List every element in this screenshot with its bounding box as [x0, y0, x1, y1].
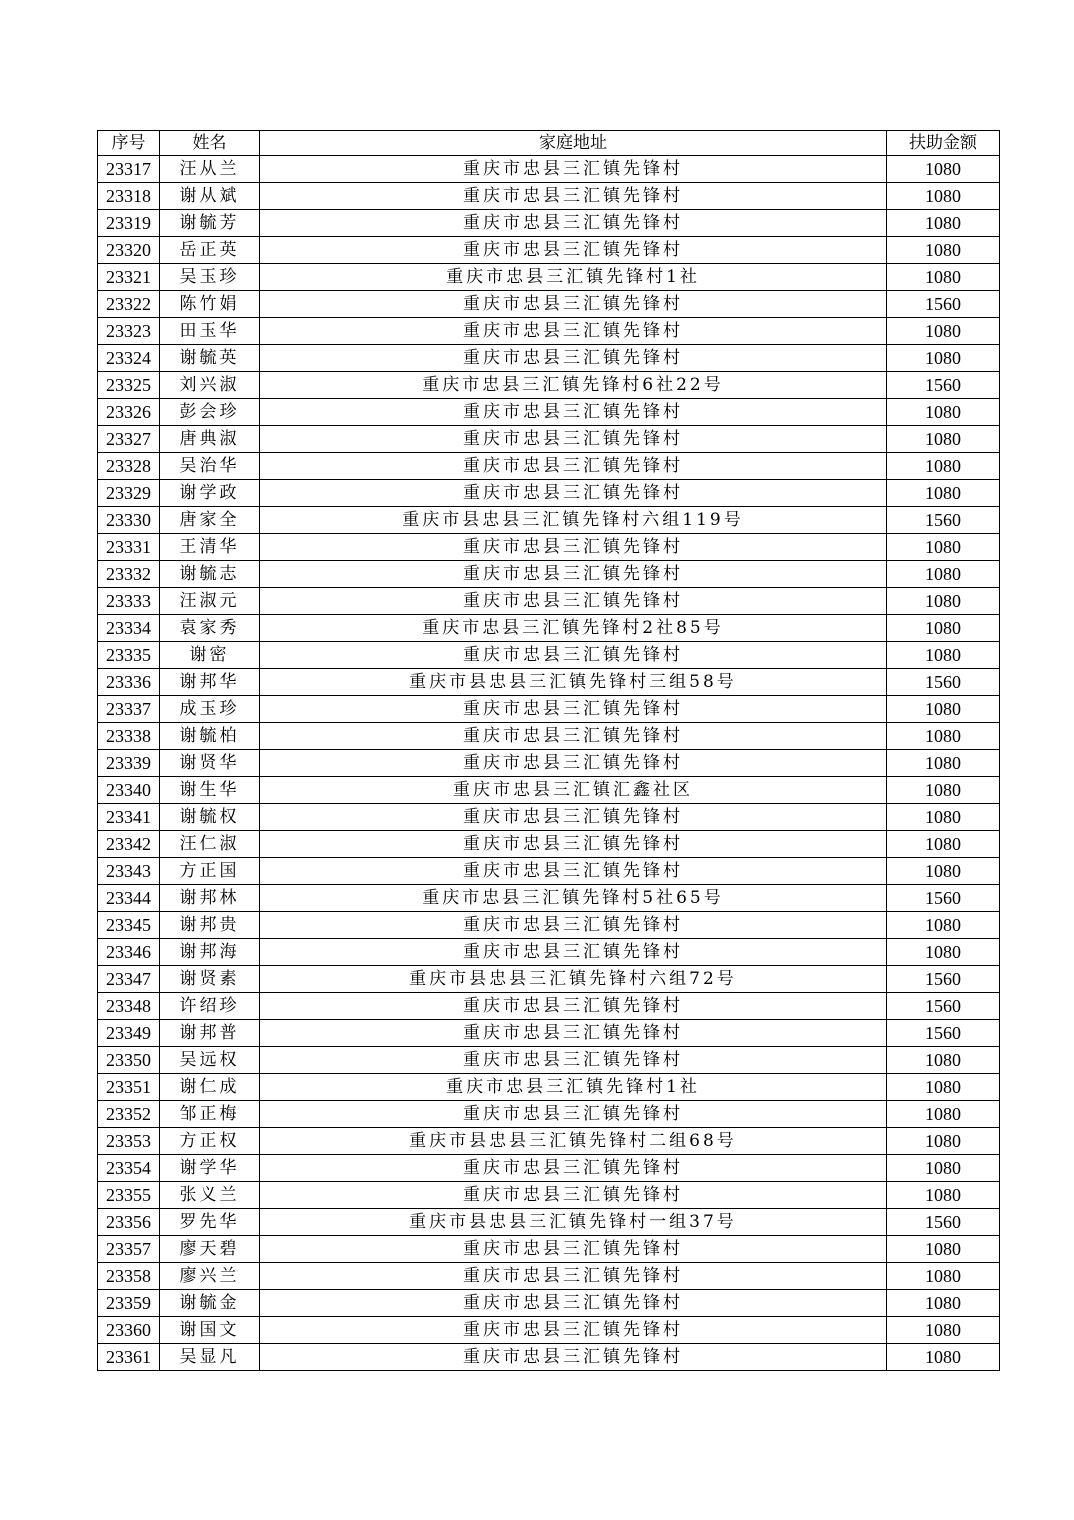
- cell-name: 唐家全: [160, 507, 260, 534]
- table-row: [98, 237, 1000, 264]
- table-row: [98, 804, 1000, 831]
- cell-subsidy-amount: 1560: [887, 291, 1000, 318]
- table-row: [98, 1290, 1000, 1317]
- cell-name: 谢毓权: [160, 804, 260, 831]
- cell-home-address: 重庆市忠县三汇镇先锋村: [260, 210, 887, 237]
- table-row: [98, 1101, 1000, 1128]
- header-home-address: 家庭地址: [260, 131, 887, 156]
- cell-subsidy-amount: 1080: [887, 1074, 1000, 1101]
- table-row: [98, 1263, 1000, 1290]
- cell-subsidy-amount: 1560: [887, 372, 1000, 399]
- table-row: [98, 480, 1000, 507]
- cell-name: 方正权: [160, 1128, 260, 1155]
- table-row: [98, 210, 1000, 237]
- cell-subsidy-amount: 1080: [887, 1047, 1000, 1074]
- table-row: [98, 858, 1000, 885]
- cell-name: 谢密: [160, 642, 260, 669]
- cell-serial-number: 23317: [98, 156, 160, 183]
- table-row: [98, 1236, 1000, 1263]
- cell-subsidy-amount: 1080: [887, 1236, 1000, 1263]
- cell-name: 吴显凡: [160, 1344, 260, 1371]
- cell-subsidy-amount: 1080: [887, 1263, 1000, 1290]
- cell-subsidy-amount: 1080: [887, 1344, 1000, 1371]
- table-row: [98, 669, 1000, 696]
- cell-serial-number: 23333: [98, 588, 160, 615]
- cell-home-address: 重庆市忠县三汇镇先锋村: [260, 480, 887, 507]
- cell-name: 陈竹娟: [160, 291, 260, 318]
- table-row: [98, 1209, 1000, 1236]
- table-row: [98, 264, 1000, 291]
- cell-home-address: 重庆市忠县三汇镇先锋村: [260, 237, 887, 264]
- cell-name: 谢毓志: [160, 561, 260, 588]
- cell-serial-number: 23352: [98, 1101, 160, 1128]
- cell-name: 谢邦林: [160, 885, 260, 912]
- cell-home-address: 重庆市忠县三汇镇先锋村: [260, 1020, 887, 1047]
- cell-name: 谢国文: [160, 1317, 260, 1344]
- cell-serial-number: 23339: [98, 750, 160, 777]
- table-row: [98, 1047, 1000, 1074]
- table-row: [98, 642, 1000, 669]
- cell-subsidy-amount: 1080: [887, 426, 1000, 453]
- cell-serial-number: 23329: [98, 480, 160, 507]
- cell-name: 谢邦贵: [160, 912, 260, 939]
- cell-serial-number: 23322: [98, 291, 160, 318]
- cell-subsidy-amount: 1080: [887, 1317, 1000, 1344]
- cell-subsidy-amount: 1080: [887, 156, 1000, 183]
- cell-subsidy-amount: 1080: [887, 183, 1000, 210]
- cell-name: 袁家秀: [160, 615, 260, 642]
- table-body: [98, 156, 1000, 1371]
- table-row: [98, 561, 1000, 588]
- cell-home-address: 重庆市忠县三汇镇先锋村6社22号: [260, 372, 887, 399]
- table-row: [98, 939, 1000, 966]
- cell-name: 许绍珍: [160, 993, 260, 1020]
- table-row: [98, 588, 1000, 615]
- cell-home-address: 重庆市忠县三汇镇先锋村: [260, 399, 887, 426]
- cell-name: 谢贤素: [160, 966, 260, 993]
- cell-subsidy-amount: 1080: [887, 561, 1000, 588]
- table-row: [98, 993, 1000, 1020]
- cell-home-address: 重庆市忠县三汇镇先锋村1社: [260, 264, 887, 291]
- cell-subsidy-amount: 1080: [887, 1101, 1000, 1128]
- table-row: [98, 372, 1000, 399]
- table-row: [98, 345, 1000, 372]
- cell-serial-number: 23331: [98, 534, 160, 561]
- cell-name: 谢生华: [160, 777, 260, 804]
- table-row: [98, 966, 1000, 993]
- cell-subsidy-amount: 1080: [887, 1155, 1000, 1182]
- cell-subsidy-amount: 1080: [887, 1128, 1000, 1155]
- table-row: [98, 696, 1000, 723]
- cell-serial-number: 23354: [98, 1155, 160, 1182]
- cell-home-address: 重庆市忠县三汇镇先锋村1社: [260, 1074, 887, 1101]
- cell-serial-number: 23326: [98, 399, 160, 426]
- cell-home-address: 重庆市忠县三汇镇先锋村: [260, 1263, 887, 1290]
- cell-home-address: 重庆市忠县三汇镇先锋村: [260, 642, 887, 669]
- table-row: [98, 1128, 1000, 1155]
- table-row: [98, 291, 1000, 318]
- header-name: 姓名: [160, 131, 260, 156]
- cell-home-address: 重庆市忠县三汇镇先锋村: [260, 1290, 887, 1317]
- cell-home-address: 重庆市忠县三汇镇先锋村: [260, 912, 887, 939]
- table-row: [98, 318, 1000, 345]
- cell-serial-number: 23344: [98, 885, 160, 912]
- cell-serial-number: 23341: [98, 804, 160, 831]
- cell-serial-number: 23319: [98, 210, 160, 237]
- table-row: [98, 777, 1000, 804]
- table-row: [98, 426, 1000, 453]
- cell-subsidy-amount: 1080: [887, 777, 1000, 804]
- cell-serial-number: 23323: [98, 318, 160, 345]
- cell-serial-number: 23347: [98, 966, 160, 993]
- cell-subsidy-amount: 1080: [887, 345, 1000, 372]
- cell-subsidy-amount: 1080: [887, 615, 1000, 642]
- cell-serial-number: 23338: [98, 723, 160, 750]
- cell-home-address: 重庆市忠县三汇镇先锋村: [260, 696, 887, 723]
- cell-subsidy-amount: 1560: [887, 1209, 1000, 1236]
- cell-name: 谢邦华: [160, 669, 260, 696]
- cell-home-address: 重庆市忠县三汇镇先锋村: [260, 426, 887, 453]
- cell-home-address: 重庆市忠县三汇镇先锋村: [260, 1236, 887, 1263]
- cell-subsidy-amount: 1080: [887, 831, 1000, 858]
- table-row: [98, 1155, 1000, 1182]
- cell-home-address: 重庆市忠县三汇镇先锋村: [260, 831, 887, 858]
- cell-subsidy-amount: 1080: [887, 912, 1000, 939]
- cell-home-address: 重庆市忠县三汇镇先锋村: [260, 858, 887, 885]
- cell-home-address: 重庆市县忠县三汇镇先锋村三组58号: [260, 669, 887, 696]
- cell-name: 汪仁淑: [160, 831, 260, 858]
- cell-home-address: 重庆市忠县三汇镇先锋村: [260, 1101, 887, 1128]
- cell-subsidy-amount: 1080: [887, 399, 1000, 426]
- cell-subsidy-amount: 1080: [887, 696, 1000, 723]
- cell-subsidy-amount: 1080: [887, 939, 1000, 966]
- cell-home-address: 重庆市忠县三汇镇先锋村: [260, 156, 887, 183]
- cell-serial-number: 23345: [98, 912, 160, 939]
- cell-name: 罗先华: [160, 1209, 260, 1236]
- cell-serial-number: 23359: [98, 1290, 160, 1317]
- cell-name: 王清华: [160, 534, 260, 561]
- cell-home-address: 重庆市忠县三汇镇先锋村: [260, 723, 887, 750]
- cell-serial-number: 23337: [98, 696, 160, 723]
- cell-home-address: 重庆市忠县三汇镇先锋村: [260, 750, 887, 777]
- cell-serial-number: 23321: [98, 264, 160, 291]
- cell-subsidy-amount: 1080: [887, 237, 1000, 264]
- cell-home-address: 重庆市忠县三汇镇先锋村: [260, 1155, 887, 1182]
- table-row: [98, 183, 1000, 210]
- cell-name: 廖兴兰: [160, 1263, 260, 1290]
- cell-serial-number: 23358: [98, 1263, 160, 1290]
- cell-serial-number: 23343: [98, 858, 160, 885]
- cell-serial-number: 23328: [98, 453, 160, 480]
- table-row: [98, 1020, 1000, 1047]
- cell-home-address: 重庆市忠县三汇镇汇鑫社区: [260, 777, 887, 804]
- cell-home-address: 重庆市县忠县三汇镇先锋村二组68号: [260, 1128, 887, 1155]
- cell-home-address: 重庆市忠县三汇镇先锋村: [260, 345, 887, 372]
- cell-serial-number: 23350: [98, 1047, 160, 1074]
- cell-home-address: 重庆市忠县三汇镇先锋村: [260, 1344, 887, 1371]
- cell-subsidy-amount: 1080: [887, 534, 1000, 561]
- cell-name: 谢从斌: [160, 183, 260, 210]
- cell-home-address: 重庆市忠县三汇镇先锋村: [260, 588, 887, 615]
- cell-subsidy-amount: 1080: [887, 750, 1000, 777]
- cell-subsidy-amount: 1560: [887, 966, 1000, 993]
- cell-serial-number: 23348: [98, 993, 160, 1020]
- cell-home-address: 重庆市忠县三汇镇先锋村: [260, 1182, 887, 1209]
- cell-serial-number: 23332: [98, 561, 160, 588]
- cell-serial-number: 23357: [98, 1236, 160, 1263]
- cell-subsidy-amount: 1560: [887, 669, 1000, 696]
- cell-home-address: 重庆市忠县三汇镇先锋村: [260, 318, 887, 345]
- cell-serial-number: 23342: [98, 831, 160, 858]
- cell-name: 谢邦海: [160, 939, 260, 966]
- cell-subsidy-amount: 1080: [887, 1182, 1000, 1209]
- cell-subsidy-amount: 1560: [887, 1020, 1000, 1047]
- cell-subsidy-amount: 1080: [887, 480, 1000, 507]
- cell-subsidy-amount: 1560: [887, 507, 1000, 534]
- cell-name: 刘兴淑: [160, 372, 260, 399]
- cell-home-address: 重庆市忠县三汇镇先锋村: [260, 1317, 887, 1344]
- cell-name: 谢毓柏: [160, 723, 260, 750]
- cell-name: 谢学政: [160, 480, 260, 507]
- cell-subsidy-amount: 1080: [887, 453, 1000, 480]
- cell-home-address: 重庆市县忠县三汇镇先锋村一组37号: [260, 1209, 887, 1236]
- cell-subsidy-amount: 1080: [887, 1290, 1000, 1317]
- cell-name: 谢毓英: [160, 345, 260, 372]
- table-row: [98, 1344, 1000, 1371]
- table-row: [98, 399, 1000, 426]
- table-row: [98, 750, 1000, 777]
- cell-home-address: 重庆市忠县三汇镇先锋村: [260, 453, 887, 480]
- cell-name: 吴远权: [160, 1047, 260, 1074]
- cell-home-address: 重庆市县忠县三汇镇先锋村六组119号: [260, 507, 887, 534]
- cell-subsidy-amount: 1080: [887, 723, 1000, 750]
- cell-subsidy-amount: 1080: [887, 264, 1000, 291]
- cell-serial-number: 23360: [98, 1317, 160, 1344]
- cell-serial-number: 23356: [98, 1209, 160, 1236]
- cell-name: 吴治华: [160, 453, 260, 480]
- cell-name: 谢贤华: [160, 750, 260, 777]
- cell-name: 汪从兰: [160, 156, 260, 183]
- cell-home-address: 重庆市忠县三汇镇先锋村5社65号: [260, 885, 887, 912]
- cell-name: 唐典淑: [160, 426, 260, 453]
- cell-name: 岳正英: [160, 237, 260, 264]
- cell-home-address: 重庆市县忠县三汇镇先锋村六组72号: [260, 966, 887, 993]
- subsidy-table: [97, 130, 1000, 1371]
- cell-serial-number: 23351: [98, 1074, 160, 1101]
- table-row: [98, 885, 1000, 912]
- cell-serial-number: 23318: [98, 183, 160, 210]
- table-row: [98, 534, 1000, 561]
- cell-serial-number: 23340: [98, 777, 160, 804]
- cell-serial-number: 23325: [98, 372, 160, 399]
- cell-name: 谢毓芳: [160, 210, 260, 237]
- header-serial-number: 序号: [98, 131, 160, 156]
- table-row: [98, 615, 1000, 642]
- cell-serial-number: 23335: [98, 642, 160, 669]
- cell-home-address: 重庆市忠县三汇镇先锋村: [260, 291, 887, 318]
- cell-subsidy-amount: 1080: [887, 318, 1000, 345]
- cell-serial-number: 23330: [98, 507, 160, 534]
- table-row: [98, 723, 1000, 750]
- cell-subsidy-amount: 1080: [887, 588, 1000, 615]
- cell-home-address: 重庆市忠县三汇镇先锋村: [260, 183, 887, 210]
- cell-serial-number: 23327: [98, 426, 160, 453]
- cell-serial-number: 23353: [98, 1128, 160, 1155]
- cell-name: 谢仁成: [160, 1074, 260, 1101]
- cell-name: 田玉华: [160, 318, 260, 345]
- cell-home-address: 重庆市忠县三汇镇先锋村: [260, 804, 887, 831]
- cell-name: 张义兰: [160, 1182, 260, 1209]
- header-row: [98, 131, 1000, 156]
- cell-serial-number: 23320: [98, 237, 160, 264]
- cell-name: 邹正梅: [160, 1101, 260, 1128]
- cell-name: 谢邦普: [160, 1020, 260, 1047]
- table-row: [98, 1182, 1000, 1209]
- table-row: [98, 831, 1000, 858]
- cell-name: 谢毓金: [160, 1290, 260, 1317]
- cell-home-address: 重庆市忠县三汇镇先锋村: [260, 561, 887, 588]
- table-row: [98, 156, 1000, 183]
- cell-subsidy-amount: 1080: [887, 210, 1000, 237]
- cell-serial-number: 23355: [98, 1182, 160, 1209]
- cell-serial-number: 23334: [98, 615, 160, 642]
- cell-subsidy-amount: 1080: [887, 804, 1000, 831]
- cell-subsidy-amount: 1560: [887, 885, 1000, 912]
- cell-serial-number: 23324: [98, 345, 160, 372]
- cell-serial-number: 23336: [98, 669, 160, 696]
- cell-subsidy-amount: 1080: [887, 858, 1000, 885]
- cell-name: 成玉珍: [160, 696, 260, 723]
- cell-serial-number: 23361: [98, 1344, 160, 1371]
- table-row: [98, 507, 1000, 534]
- cell-name: 吴玉珍: [160, 264, 260, 291]
- cell-name: 彭会珍: [160, 399, 260, 426]
- table-row: [98, 1074, 1000, 1101]
- cell-serial-number: 23346: [98, 939, 160, 966]
- cell-home-address: 重庆市忠县三汇镇先锋村: [260, 993, 887, 1020]
- cell-subsidy-amount: 1560: [887, 993, 1000, 1020]
- table-row: [98, 1317, 1000, 1344]
- cell-name: 谢学华: [160, 1155, 260, 1182]
- table-row: [98, 453, 1000, 480]
- table-row: [98, 912, 1000, 939]
- cell-serial-number: 23349: [98, 1020, 160, 1047]
- cell-name: 方正国: [160, 858, 260, 885]
- cell-home-address: 重庆市忠县三汇镇先锋村: [260, 1047, 887, 1074]
- cell-name: 廖天碧: [160, 1236, 260, 1263]
- cell-name: 汪淑元: [160, 588, 260, 615]
- cell-home-address: 重庆市忠县三汇镇先锋村: [260, 534, 887, 561]
- cell-subsidy-amount: 1080: [887, 642, 1000, 669]
- header-subsidy-amount: 扶助金额: [887, 131, 1000, 156]
- cell-home-address: 重庆市忠县三汇镇先锋村: [260, 939, 887, 966]
- cell-home-address: 重庆市忠县三汇镇先锋村2社85号: [260, 615, 887, 642]
